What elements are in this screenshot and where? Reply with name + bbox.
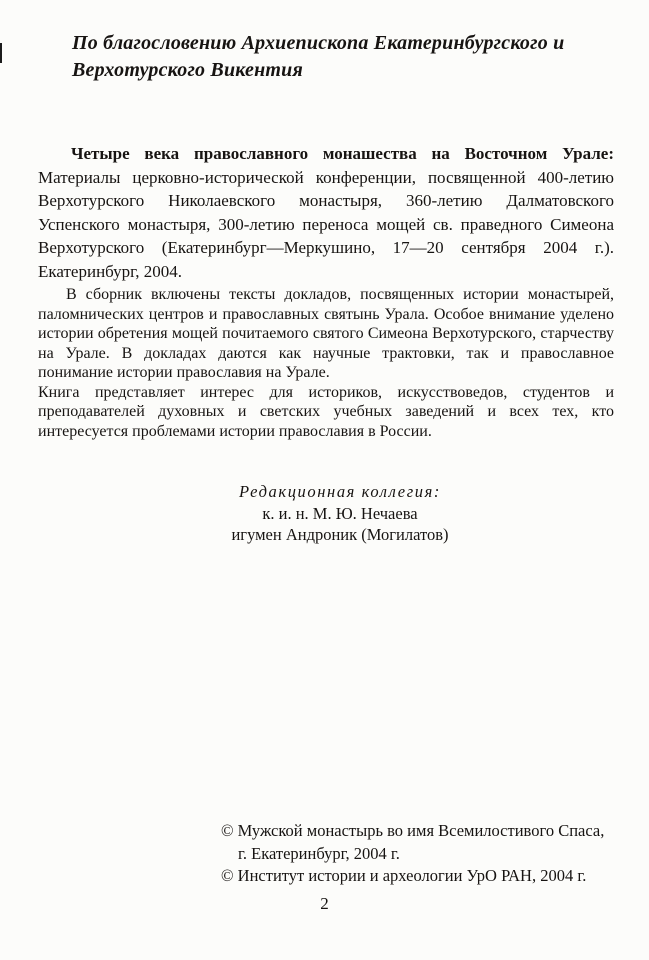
citation-paragraph <box>38 142 614 283</box>
annotation-paragraph-1: В сборник включены тексты докладов, посвященных истории монастырей, паломнических центров и православных святынь Урала. Особое внимание уделено истории обретения мощей почитаемого святого Симеона Верхотурского, старчеству на Урале. В докладах даются как научные трактовки, так и православное понимание истории православия на Урале. <box>38 286 614 381</box>
editorial-board-title: Редакционная коллегия: <box>239 482 441 501</box>
page-number: 2 <box>320 894 329 913</box>
copyright-line-3: © Институт истории и археологии УрО РАН, 2004 г. <box>221 866 587 885</box>
copyright-block <box>221 820 604 888</box>
annotation-paragraph-2: Книга представляет интерес для историков, искусствоведов, студентов и преподавателей духовных и светских учебных заведений и всех тех, кто интересуется проблемами истории православия в России. <box>38 383 614 440</box>
blessing-line-1: По благословению Архиепископа Екатеринбургского и <box>72 32 565 54</box>
citation-details: Материалы церковно-исторической конференции, посвященной 400-летию Верхотурского Николаевского монастыря, 360-летию Далматовского Успенского монастыря, 300-летию переноса мощей св. праведного Симеона Верхотурского (Екатеринбург—Меркушино, 17—20 сентября 2004 г.). Екатеринбург, 2004. <box>38 167 614 281</box>
editorial-member-1: к. и. н. М. Ю. Нечаева <box>262 504 418 523</box>
citation-title: Четыре века православного монашества на Восточном Урале: <box>71 144 614 163</box>
blessing-line-2: Верхотурского Викентия <box>72 59 303 81</box>
editorial-member-2: игумен Андроник (Могилатов) <box>231 525 449 544</box>
scan-artifact-left-edge <box>0 43 2 63</box>
editorial-board <box>52 481 628 545</box>
blessing-heading <box>72 30 612 84</box>
copyright-line-1: © Мужской монастырь во имя Всемилостивого Спаса, <box>221 821 605 840</box>
text-block <box>38 142 614 441</box>
copyright-line-2: г. Екатеринбург, 2004 г. <box>238 843 400 863</box>
